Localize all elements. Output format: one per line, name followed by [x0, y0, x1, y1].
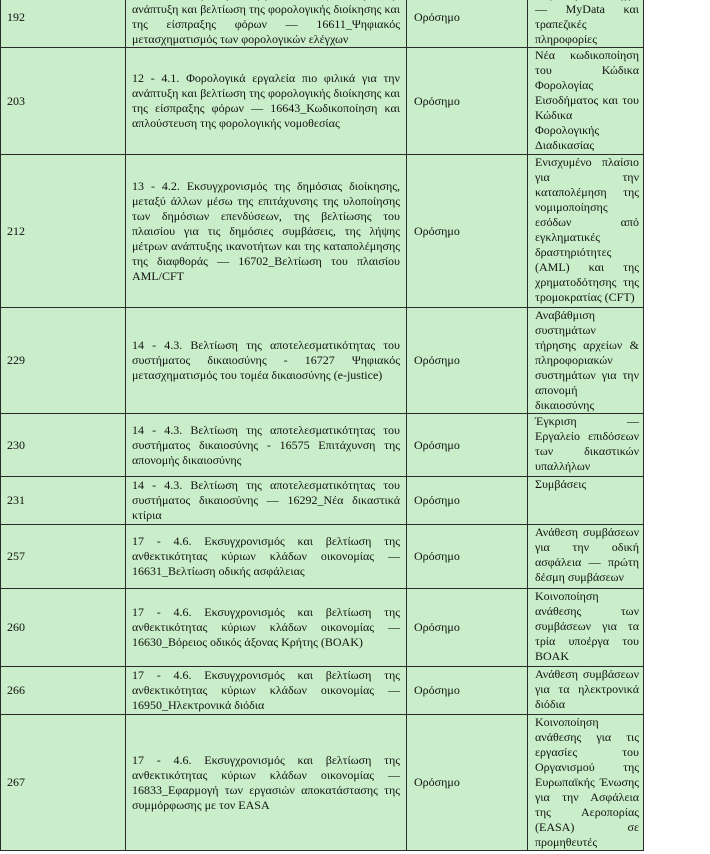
row-description-cell: [126, 155, 407, 308]
row-id-text: 212: [7, 223, 25, 238]
row-indicator-text: Κοινοποίηση ανάθεσης των συμβάσεων για τα τρία υποέργα του BOAK: [535, 589, 639, 663]
row-id-text: 266: [7, 683, 25, 697]
row-type-cell: [407, 589, 528, 667]
row-id-text: 203: [7, 93, 25, 108]
row-type-text: Ορόσημο: [414, 493, 460, 507]
row-type-cell: [407, 0, 528, 48]
row-id-cell: [1, 525, 126, 589]
milestones-table-body: [1, 0, 644, 851]
row-indicator-cell: [528, 48, 644, 155]
row-description-cell: [126, 0, 407, 48]
row-type-text: Ορόσημο: [414, 549, 460, 563]
table-row: [1, 667, 644, 715]
row-indicator-cell: [528, 667, 644, 715]
row-id-cell: [1, 667, 126, 715]
row-description-cell: [126, 48, 407, 155]
row-id-text: 192: [7, 9, 25, 24]
row-id-text: 260: [7, 620, 25, 634]
row-indicator-text: Ενισχυμένο πλαίσιο για την καταπολέμηση της νομιμοποίησης εσόδων από εγκληματικές δραστηριότητες (AML) και της χρηματοδότησης της τρομοκρατίας (CFT): [535, 155, 639, 304]
row-indicator-cell: [528, 0, 644, 48]
row-description-text: 17 - 4.6. Εκσυγχρονισμός και βελτίωση της ανθεκτικότητας κύριων κλάδων οικονομίας — 16630_Βόρειος οδικός άξονας Κρήτης (BOAK): [132, 605, 400, 649]
row-indicator-text: Ανάθεση συμβάσεων για την οδική ασφάλεια — πρώτη δέσμη συμβάσεων: [535, 525, 639, 584]
row-type-text: Ορόσημο: [414, 93, 460, 108]
row-indicator-cell: [528, 715, 644, 851]
row-id-cell: [1, 414, 126, 477]
row-id-cell: [1, 0, 126, 48]
table-row: [1, 0, 644, 48]
table-row: [1, 48, 644, 155]
row-description-text: 14 - 4.3. Βελτίωση της αποτελεσματικότητας του συστήματος δικαιοσύνης - 16575 Επιτάχυνση της απονομής δικαιοσύνης: [132, 422, 400, 467]
row-indicator-text: Ανάθεση συμβάσεων για τα ηλεκτρονικά διόδια: [535, 667, 639, 711]
row-id-cell: [1, 308, 126, 414]
row-description-text: 14 - 4.3. Βελτίωση της αποτελεσματικότητας του συστήματος δικαιοσύνης — 16292_Νέα δικαστικά κτίρια: [132, 478, 400, 522]
row-id-text: 229: [7, 353, 25, 367]
row-indicator-cell: [528, 155, 644, 308]
row-type-cell: [407, 525, 528, 589]
table-row: [1, 715, 644, 851]
row-description-cell: [126, 589, 407, 667]
row-type-cell: [407, 667, 528, 715]
row-indicator-text: Αναβάθμιση συστημάτων τήρησης αρχείων & πληροφοριακών συστημάτων για την απονομή δικαιοσύνης: [535, 308, 639, 412]
row-id-text: 267: [7, 775, 25, 789]
row-indicator-text: Έγκριση — Εργαλείο επιδόσεων των δικαστικών υπαλλήλων: [535, 414, 639, 473]
row-type-text: Ορόσημο: [414, 223, 460, 238]
row-type-text: Ορόσημο: [414, 775, 460, 789]
row-type-cell: [407, 477, 528, 525]
row-indicator-text: Κοινοποίηση ανάθεσης για τις εργασίες του Οργανισμού της Ευρωπαϊκής Ένωσης για την Ασφάλεια της Αεροπορίας (EASA) σε προμηθευτές: [535, 715, 639, 849]
row-id-cell: [1, 477, 126, 525]
row-type-text: Ορόσημο: [414, 683, 460, 697]
table-row: [1, 525, 644, 589]
row-description-text: 17 - 4.6. Εκσυγχρονισμός και βελτίωση της ανθεκτικότητας κύριων κλάδων οικονομίας — 16631_Βελτίωση οδικής ασφάλειας: [132, 534, 400, 578]
row-type-text: Ορόσημο: [414, 9, 460, 24]
row-indicator-cell: [528, 308, 644, 414]
row-type-cell: [407, 308, 528, 414]
row-indicator-text: Συμβάσεις: [535, 477, 587, 491]
table-row: [1, 308, 644, 414]
row-description-text: ανάπτυξη και βελτίωση της φορολογικής διοίκησης και της είσπραξης φόρων — 16611_Ψηφιακός μετασχηματισμός των φορολογικών ελέγχων: [132, 2, 400, 46]
table-row: [1, 477, 644, 525]
row-id-text: 231: [7, 493, 25, 507]
row-type-text: Ορόσημο: [414, 353, 460, 367]
table-row: [1, 155, 644, 308]
row-type-cell: [407, 715, 528, 851]
row-type-text: Ορόσημο: [414, 437, 460, 452]
row-id-cell: [1, 48, 126, 155]
row-indicator-cell: [528, 589, 644, 667]
row-type-cell: [407, 414, 528, 477]
row-description-text: 13 - 4.2. Εκσυγχρονισμός της δημόσιας διοίκησης, μεταξύ άλλων μέσω της επιτάχυνσης της υλοποίησης των δημόσιων επενδύσεων, της βελτίωσης του πλαισίου για τις δημόσιες συμβάσεις, της λήψης μέτρων ανάπτυξης ικανοτήτων και της καταπολέμησης της διαφθοράς — 16702_Βελτίωση του πλαισίου AML/CFT: [132, 178, 400, 283]
row-description-cell: [126, 414, 407, 477]
row-id-cell: [1, 715, 126, 851]
row-id-text: 257: [7, 549, 25, 563]
row-description-cell: [126, 667, 407, 715]
row-indicator-cell: [528, 525, 644, 589]
row-indicator-text: Νέα κωδικοποίηση του Κώδικα Φορολογίας Εισοδήματος και του Κώδικα Φορολογικής Διαδικασίας: [535, 48, 639, 152]
row-type-cell: [407, 155, 528, 308]
row-description-text: 17 - 4.6. Εκσυγχρονισμός και βελτίωση της ανθεκτικότητας κύριων κλάδων οικονομίας — 16833_Εφαρμογή των εργασιών αποκατάστασης της συμμόρφωσης με τον EASA: [132, 752, 400, 812]
row-id-cell: [1, 589, 126, 667]
row-description-cell: [126, 525, 407, 589]
row-indicator-text: — MyData και τραπεζικές πληροφορίες: [535, 2, 639, 46]
row-indicator-cell: [528, 477, 644, 525]
row-description-cell: [126, 308, 407, 414]
row-id-cell: [1, 155, 126, 308]
row-id-text: 230: [7, 437, 25, 452]
row-description-text: 12 - 4.1. Φορολογικά εργαλεία πιο φιλικά για την ανάπτυξη και βελτίωση της φορολογικής διοίκησης και της είσπραξης φόρων — 16643_Κωδικοποίηση και απλούστευση της φορολογικής νομοθεσίας: [132, 71, 400, 130]
table-row: [1, 414, 644, 477]
row-type-cell: [407, 48, 528, 155]
row-description-cell: [126, 715, 407, 851]
table-row: [1, 589, 644, 667]
row-type-text: Ορόσημο: [414, 620, 460, 634]
row-description-text: 17 - 4.6. Εκσυγχρονισμός και βελτίωση της ανθεκτικότητας κύριων κλάδων οικονομίας — 16950_Ηλεκτρονικά διόδια: [132, 668, 400, 712]
row-indicator-cell: [528, 414, 644, 477]
row-description-text: 14 - 4.3. Βελτίωση της αποτελεσματικότητας του συστήματος δικαιοσύνης - 16727 Ψηφιακός μετασχηματισμός του τομέα δικαιοσύνης (e-justice): [132, 338, 400, 382]
row-description-cell: [126, 477, 407, 525]
